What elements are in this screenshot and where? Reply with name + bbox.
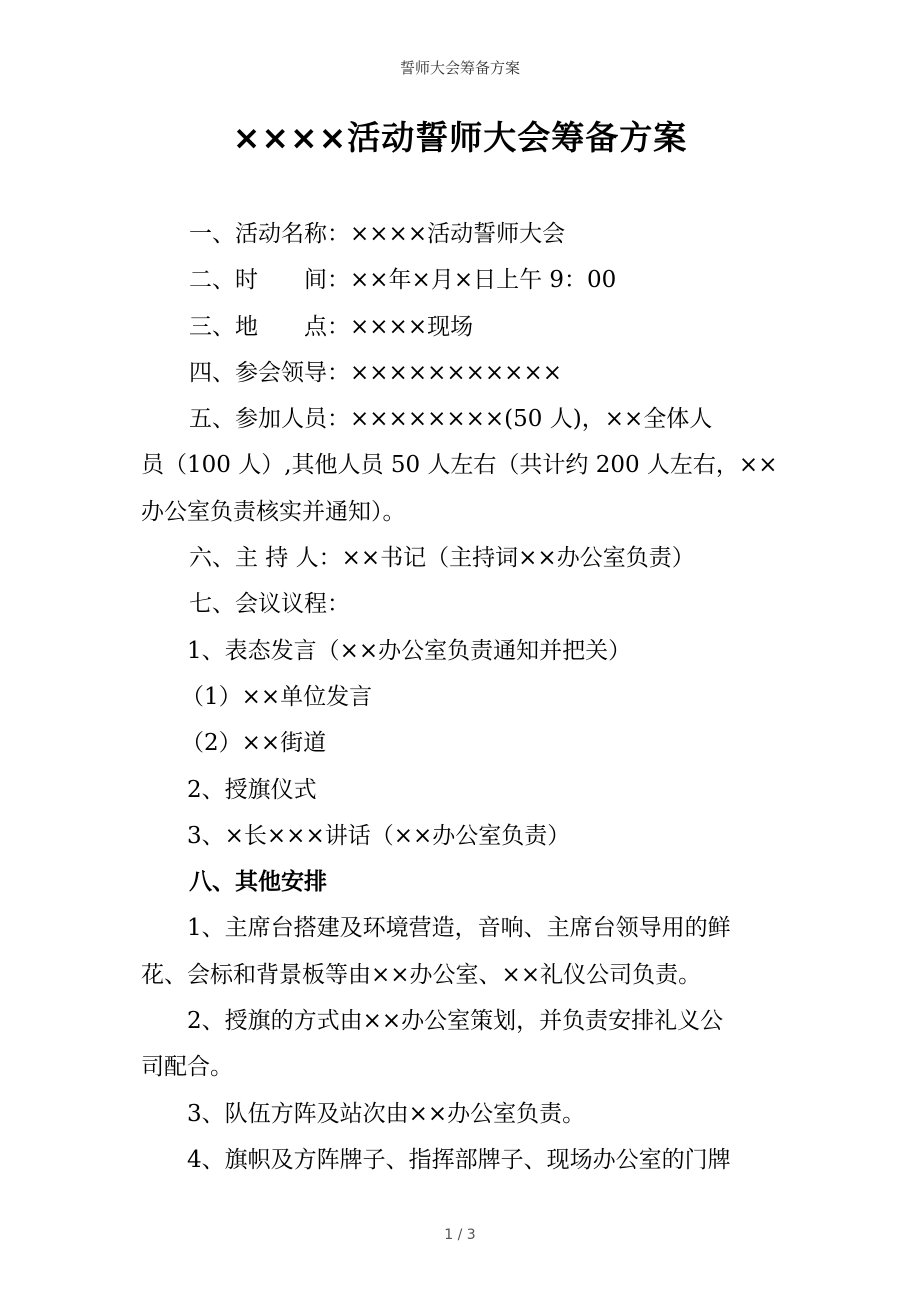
agenda-item-1: 1、表态发言（××办公室负责通知并把关） [187, 637, 632, 664]
agenda-subitem-2: （2）××街道 [181, 730, 327, 757]
item-location: 三、地 点：××××现场 [189, 313, 474, 340]
item-agenda-heading: 七、会议议程： [189, 591, 350, 618]
document-title: ××××活动誓师大会筹备方案 [232, 118, 688, 157]
arrangement-3: 3、队伍方阵及站次由××办公室负责。 [187, 1100, 586, 1127]
arrangement-2-line1: 2、授旗的方式由××办公室策划，并负责安排礼义公 [187, 1008, 724, 1035]
item-participants-line3: 办公室负责核实并通知）。 [141, 498, 406, 525]
running-header: 誓师大会筹备方案 [399, 59, 520, 77]
item-leaders: 四、参会领导：××××××××××× [189, 359, 562, 386]
agenda-item-2: 2、授旗仪式 [187, 776, 317, 803]
agenda-subitem-1: （1）××单位发言 [181, 683, 373, 710]
agenda-item-3: 3、×长×××讲话（××办公室负责） [187, 822, 571, 849]
arrangement-2-line2: 司配合。 [141, 1054, 233, 1081]
item-host: 六、主 持 人：××书记（主持词××办公室负责） [189, 545, 695, 572]
other-arrangements-heading: 八、其他安排 [189, 869, 327, 896]
item-time: 二、时 间：××年×月×日上午 9：00 [189, 267, 617, 294]
arrangement-1-line2: 花、会标和背景板等由××办公室、××礼仪公司负责。 [141, 961, 702, 988]
item-activity-name: 一、活动名称：××××活动誓师大会 [189, 221, 566, 247]
item-participants-line1: 五、参加人员：××××××××(50 人)，××全体人 [189, 406, 713, 433]
arrangement-4-line1: 4、旗帜及方阵牌子、指挥部牌子、现场办公室的门牌 [187, 1146, 731, 1173]
arrangement-1-line1: 1、主席台搭建及环境营造，音响、主席台领导用的鲜 [187, 915, 731, 942]
document-body [141, 211, 791, 1183]
page-indicator: 1 / 3 [444, 1227, 476, 1243]
item-participants-line2: 员（100 人）,其他人员 50 人左右（共计约 200 人左右，×× [141, 452, 778, 479]
